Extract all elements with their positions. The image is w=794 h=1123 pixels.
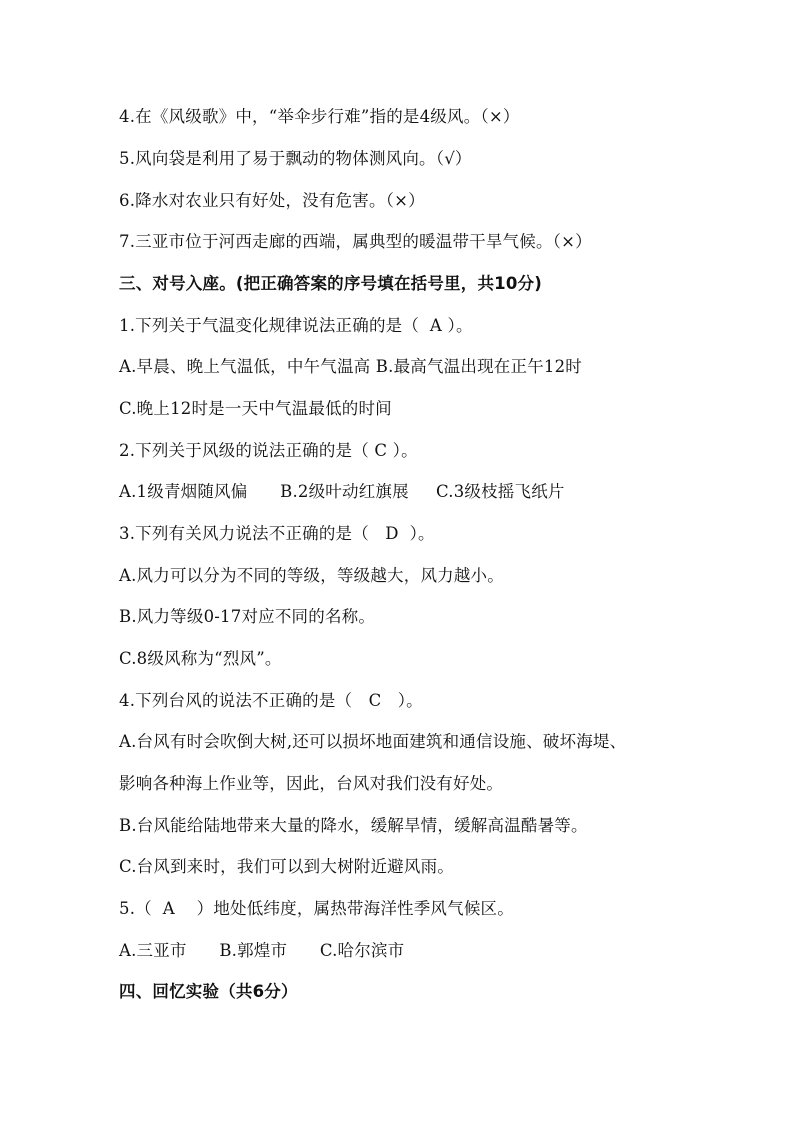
judgment-item-5: 5.风向袋是利用了易于飘动的物体测风向。（√） <box>119 149 472 168</box>
question-5-options: A.三亚市 B.郭煌市 C.哈尔滨市 <box>119 941 405 960</box>
question-4: 4.下列台风的说法不正确的是（ C ）。 <box>119 691 423 710</box>
judgment-item-4: 4.在《风级歌》中，“举伞步行难”指的是4级风。（×） <box>119 107 520 126</box>
question-3-option-c: C.8级风称为“烈风”。 <box>119 649 282 668</box>
section-4-heading: 四、回忆实验（共6分） <box>119 982 298 1001</box>
question-3-option-b: B.风力等级0-17对应不同的名称。 <box>119 607 376 626</box>
question-5: 5.（ A ）地处低纬度，属热带海洋性季风气候区。 <box>119 899 514 918</box>
judgment-item-7: 7.三亚市位于河西走廊的西端，属典型的暖温带干旱气候。（×） <box>119 232 592 251</box>
question-1-options-ab: A.早晨、晚上气温低，中午气温高 B.最高气温出现在正午12时 <box>119 357 582 376</box>
question-4-option-a: A.台风有时会吹倒大树,还可以损坏地面建筑和通信设施、破坏海堤、 <box>119 732 627 751</box>
question-3-option-a: A.风力可以分为不同的等级，等级越大，风力越小。 <box>119 566 504 585</box>
section-3-heading: 三、对号入座。(把正确答案的序号填在括号里，共10分) <box>119 274 542 293</box>
question-1-option-c: C.晚上12时是一天中气温最低的时间 <box>119 399 392 418</box>
question-1: 1.下列关于气温变化规律说法正确的是（ A ）。 <box>119 316 473 335</box>
question-4-option-b: B.台风能给陆地带来大量的降水，缓解旱情，缓解高温酷暑等。 <box>119 816 588 835</box>
question-2-options: A.1级青烟随风偏 B.2级叶动红旗展 C.3级枝摇飞纸片 <box>119 482 565 501</box>
question-4-option-c: C.台风到来时，我们可以到大树附近避风雨。 <box>119 857 454 876</box>
question-4-option-a-cont: 影响各种海上作业等，因此，台风对我们没有好处。 <box>119 774 504 793</box>
judgment-item-6: 6.降水对农业只有好处，没有危害。（×） <box>119 191 425 210</box>
question-2: 2.下列关于风级的说法正确的是（ C ）。 <box>119 441 418 460</box>
question-3: 3.下列有关风力说法不正确的是（ D ）。 <box>119 524 435 543</box>
